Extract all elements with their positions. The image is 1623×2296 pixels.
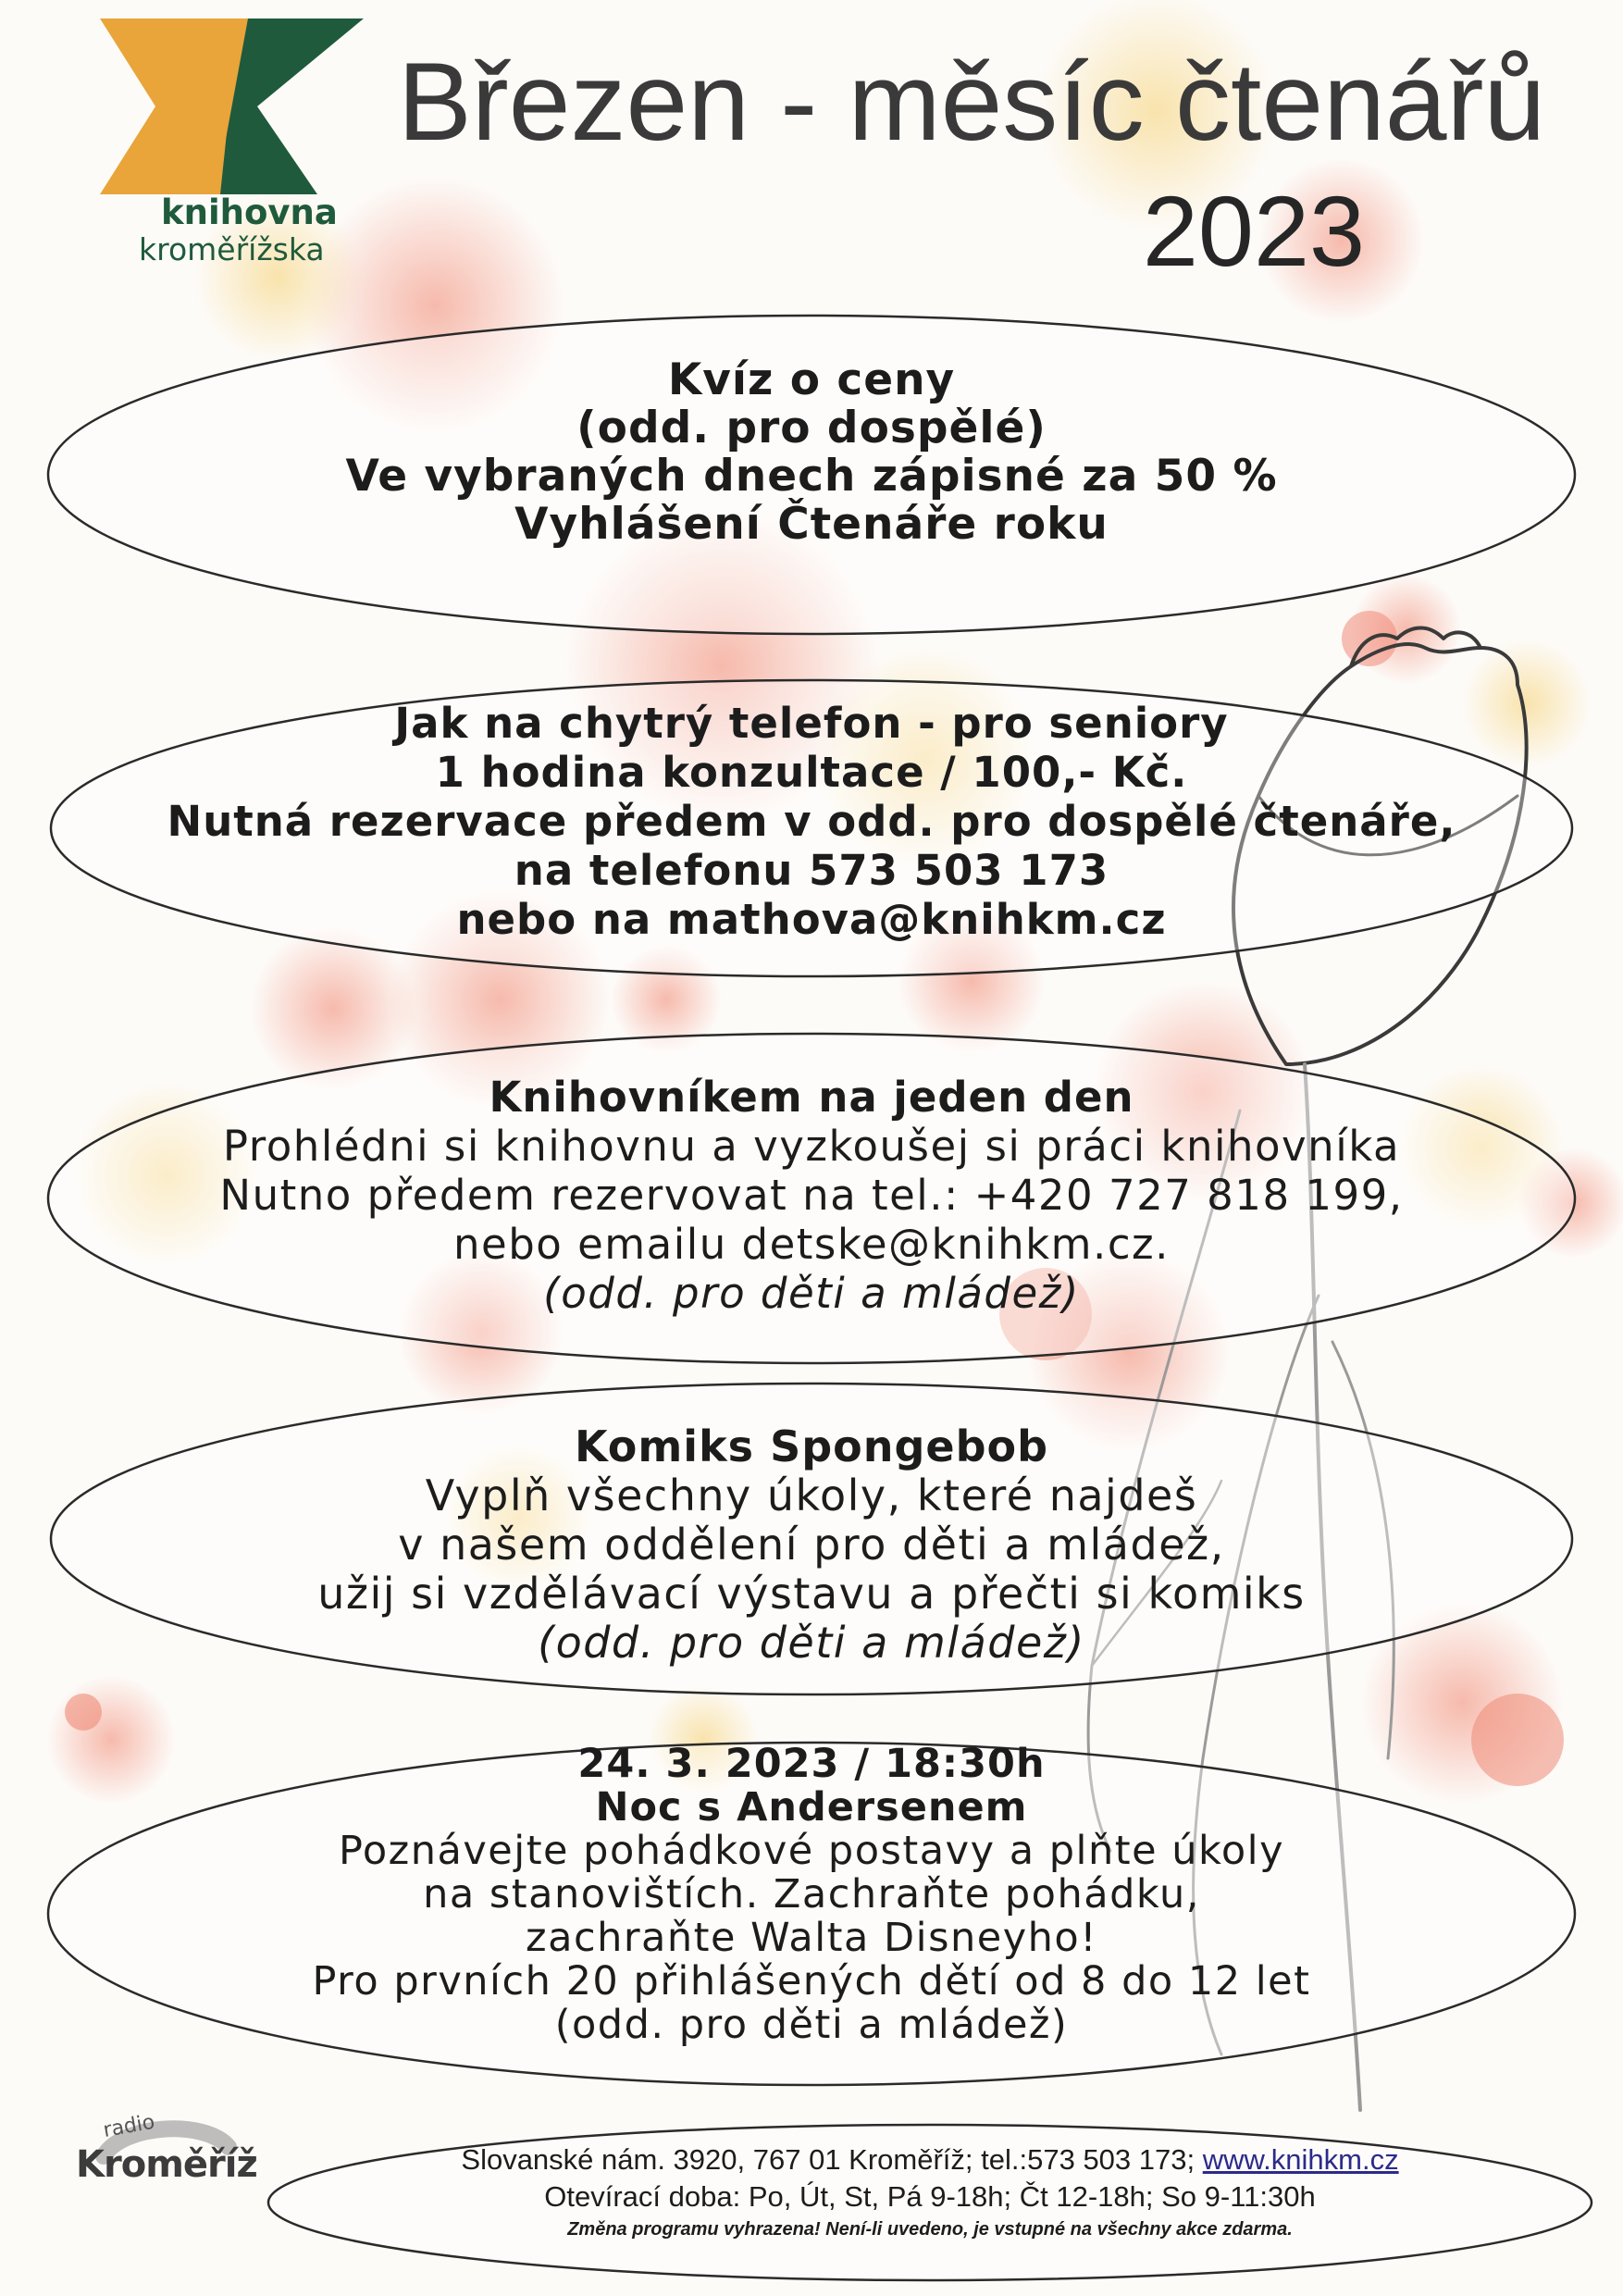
event-andersen-night-date: 24. 3. 2023 / 18:30h <box>577 1741 1046 1787</box>
footer-opening-hours: Otevírací doba: Po, Út, St, Pá 9-18h; Čt 12-18h; So 9-11:30h <box>544 2180 1316 2213</box>
event-andersen-night-title: Noc s Andersenem <box>595 1784 1028 1831</box>
event-andersen-night-line-6: Pro prvních 20 přihlášených dětí od 8 do 12 let <box>312 1958 1311 2004</box>
event-smartphone-line-1: Jak na chytrý telefon - pro seniory <box>394 699 1229 748</box>
logo-text-kromerizska: kroměřížska <box>139 231 325 267</box>
radio-kromeriz-logo <box>67 2110 257 2212</box>
footer-note: Změna programu vyhrazena! Není-li uvedeno, je vstupné na všechny akce zdarma. <box>567 2219 1293 2240</box>
footer-website-link[interactable]: www.knihkm.cz <box>1202 2143 1399 2176</box>
footer-address-line <box>268 2141 1592 2178</box>
footer <box>268 2125 1592 2280</box>
event-comics-line-1: Komiks Spongebob <box>574 1421 1049 1471</box>
event-comics-line-5: (odd. pro děti a mládež) <box>538 1618 1085 1668</box>
event-andersen-night-line-4: na stanovištích. Zachraňte pohádku, <box>423 1871 1200 1917</box>
event-librarian-day-line-1: Knihovníkem na jeden den <box>489 1073 1134 1122</box>
event-quiz-line-2: (odd. pro dospělé) <box>576 403 1047 453</box>
event-comics <box>51 1384 1572 1694</box>
event-quiz-line-4: Vyhlášení Čtenáře roku <box>514 499 1109 550</box>
radio-logo-big-text: Kroměříž <box>76 2143 257 2186</box>
event-smartphone-line-2: 1 hodina konzultace / 100,- Kč. <box>435 748 1188 797</box>
event-librarian-day-line-3: Nutno předem rezervovat na tel.: +420 727 818 199, <box>219 1171 1404 1220</box>
page-year: 2023 <box>1142 175 1366 287</box>
event-comics-line-3: v našem oddělení pro děti a mládež, <box>398 1520 1225 1570</box>
logo-text-knihovna: knihovna <box>161 192 338 232</box>
event-smartphone-line-5: nebo na mathova@knihkm.cz <box>456 895 1167 944</box>
footer-address: Slovanské nám. 3920, 767 01 Kroměříž; tel.:573 503 173; <box>461 2143 1203 2176</box>
event-smartphone-line-4: na telefonu 573 503 173 <box>514 846 1109 895</box>
event-librarian-day-line-5: (odd. pro děti a mládež) <box>543 1269 1080 1318</box>
event-quiz <box>48 316 1575 634</box>
event-andersen-night <box>48 1743 1575 2085</box>
event-smartphone-line-3: Nutná rezervace předem v odd. pro dospělé čtenáře, <box>167 797 1456 846</box>
page-title: Březen - měsíc čtenářů <box>397 40 1546 164</box>
event-librarian-day-line-2: Prohlédni si knihovnu a vyzkoušej si práci knihovníka <box>222 1122 1401 1171</box>
event-quiz-line-3: Ve vybraných dnech zápisné za 50 % <box>345 451 1278 502</box>
radio-logo-small-text: radio <box>101 2110 157 2142</box>
event-andersen-night-line-3: Poznávejte pohádkové postavy a plňte úkoly <box>338 1828 1285 1874</box>
event-andersen-night-line-5: zachraňte Walta Disneyho! <box>526 1915 1097 1961</box>
event-comics-line-2: Vyplň všechny úkoly, které najdeš <box>425 1471 1198 1520</box>
event-andersen-night-line-7: (odd. pro děti a mládež) <box>554 2002 1069 2048</box>
event-librarian-day-line-4: nebo emailu detske@knihkm.cz. <box>453 1220 1170 1269</box>
event-librarian-day <box>48 1034 1575 1363</box>
event-smartphone <box>51 680 1572 976</box>
event-quiz-line-1: Kvíz o ceny <box>667 354 956 405</box>
event-comics-line-4: užij si vzdělávací výstavu a přečti si komiks <box>317 1569 1306 1619</box>
